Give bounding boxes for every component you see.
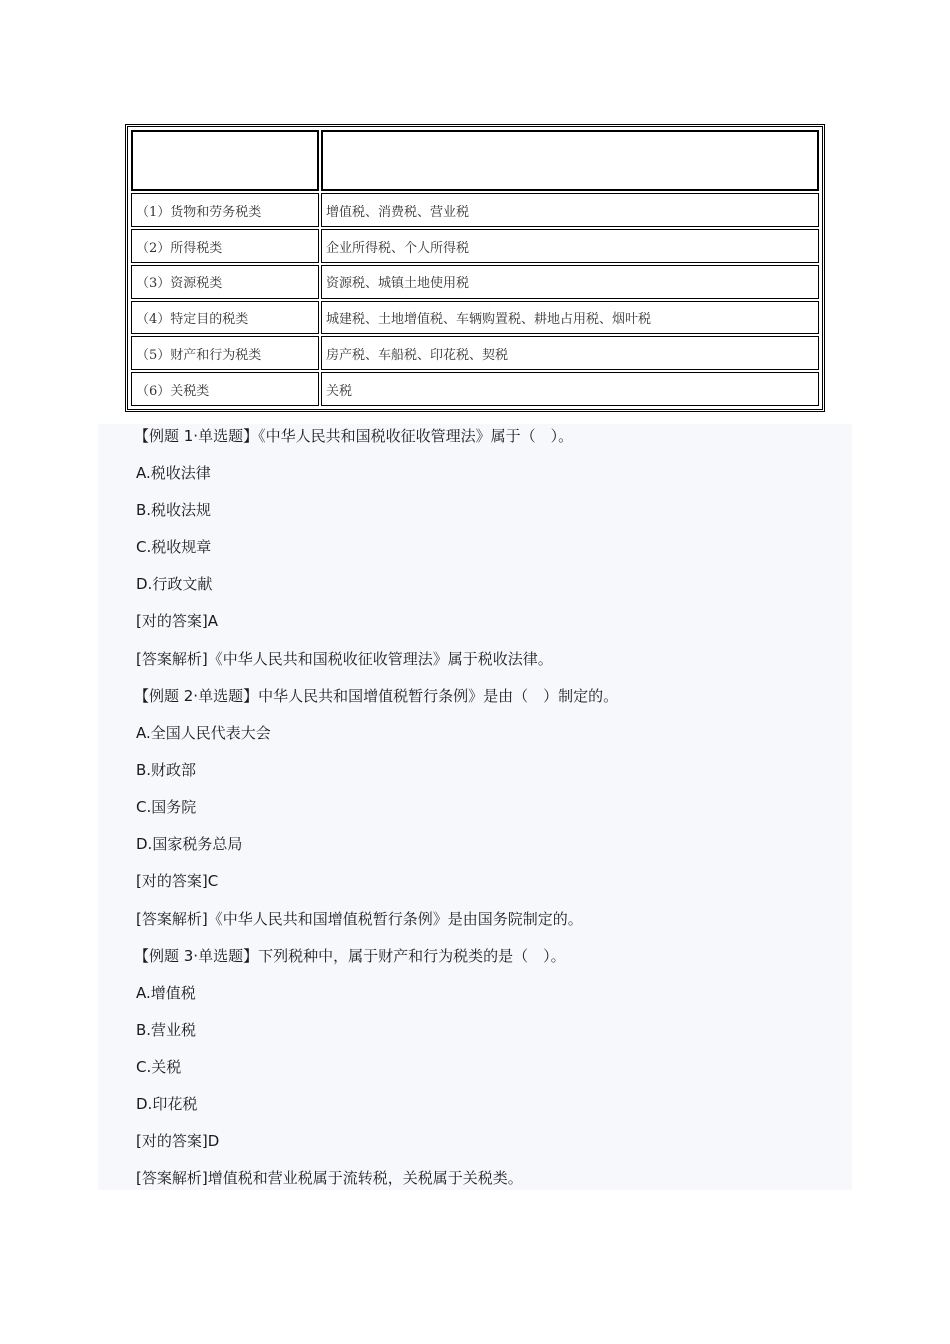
tax-list-cell: 企业所得税、个人所得税 xyxy=(321,229,819,263)
question-analysis: [答案解析]《中华人民共和国增值税暂行条例》是由国务院制定的。 xyxy=(136,910,583,928)
question-option: A.税收法律 xyxy=(136,464,211,482)
question-option: C.国务院 xyxy=(136,798,197,816)
question-option: D.行政文献 xyxy=(136,575,213,593)
question-answer: [对的答案]C xyxy=(136,872,219,890)
tax-category-cell: （1）货物和劳务税类 xyxy=(131,193,319,227)
header-cell-taxes xyxy=(321,130,819,191)
question-title: 【例题 3·单选题】下列税种中，属于财产和行为税类的是（ ）。 xyxy=(134,947,566,965)
tax-category-cell: （2）所得税类 xyxy=(131,229,319,263)
exercise-section xyxy=(98,424,852,1190)
question-title: 【例题 2·单选题】中华人民共和国增值税暂行条例》是由（ ）制定的。 xyxy=(134,687,619,705)
question-option: C.关税 xyxy=(136,1058,182,1076)
table-row xyxy=(131,193,819,227)
question-option: B.财政部 xyxy=(136,761,197,779)
question-option: D.印花税 xyxy=(136,1095,198,1113)
tax-list-cell: 房产税、车船税、印花税、契税 xyxy=(321,336,819,370)
tax-category-cell: （6）关税类 xyxy=(131,372,319,406)
question-option: C.税收规章 xyxy=(136,538,212,556)
question-option: D.国家税务总局 xyxy=(136,835,243,853)
question-answer: [对的答案]A xyxy=(136,612,218,630)
table-header-row xyxy=(131,130,819,191)
question-answer: [对的答案]D xyxy=(136,1132,220,1150)
tax-list-cell: 城建税、土地增值税、车辆购置税、耕地占用税、烟叶税 xyxy=(321,301,819,335)
question-option: A.增值税 xyxy=(136,984,196,1002)
tax-category-cell: （5）财产和行为税类 xyxy=(131,336,319,370)
table-row xyxy=(131,301,819,335)
tax-category-cell: （3）资源税类 xyxy=(131,265,319,299)
question-option: B.税收法规 xyxy=(136,501,212,519)
tax-category-cell: （4）特定目的税类 xyxy=(131,301,319,335)
question-analysis: [答案解析]增值税和营业税属于流转税，关税属于关税类。 xyxy=(136,1169,523,1187)
question-option: A.全国人民代表大会 xyxy=(136,724,271,742)
tax-list-cell: 关税 xyxy=(321,372,819,406)
question-title: 【例题 1·单选题】《中华人民共和国税收征收管理法》属于（ ）。 xyxy=(134,427,574,445)
table-row xyxy=(131,336,819,370)
header-cell-category xyxy=(131,130,319,191)
table-row xyxy=(131,372,819,406)
table-row xyxy=(131,229,819,263)
tax-table xyxy=(129,128,821,408)
tax-list-cell: 增值税、消费税、营业税 xyxy=(321,193,819,227)
tax-list-cell: 资源税、城镇土地使用税 xyxy=(321,265,819,299)
question-analysis: [答案解析]《中华人民共和国税收征收管理法》属于税收法律。 xyxy=(136,650,553,668)
tax-category-table xyxy=(125,124,825,412)
table-row xyxy=(131,265,819,299)
question-option: B.营业税 xyxy=(136,1021,197,1039)
